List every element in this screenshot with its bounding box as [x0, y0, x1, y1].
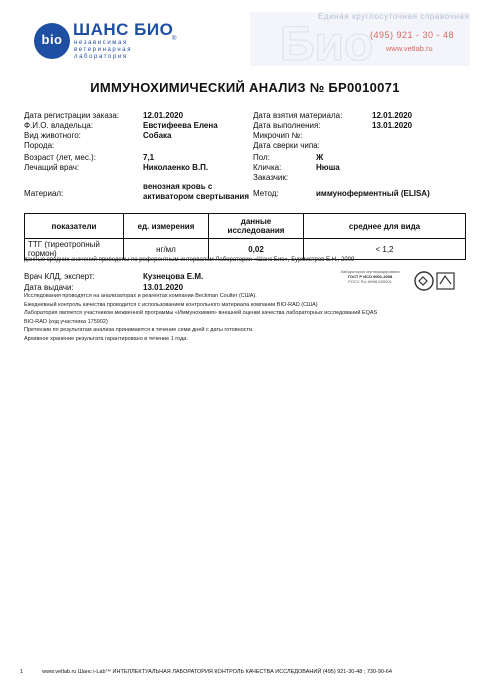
nickname-value: Нюша — [316, 163, 340, 172]
nickname-label: Кличка: — [253, 163, 282, 172]
logo-text: bio — [41, 32, 63, 47]
cert-line-1: Лаборатория сертифицирована — [340, 269, 400, 274]
tagline-line-1: независимая — [74, 40, 128, 46]
vet-label: Лечащий врач: — [24, 163, 80, 172]
col-data — [209, 214, 304, 239]
sample-date-value: 12.01.2020 — [372, 111, 413, 120]
note-4: BIO-RAD (код участника 175902) — [24, 318, 108, 325]
note-6: Архивное хранение результата гарантировано в течение 1 года. — [24, 336, 188, 342]
method-value: иммуноферментный (ELISA) — [316, 189, 430, 198]
note-5: Претензии по результатам анализа принимаются в течение семи дней с даты готовности. — [24, 327, 254, 334]
breed-label: Порода: — [24, 141, 55, 150]
tagline-line-3: лаборатория — [74, 54, 128, 60]
sex-value: Ж — [316, 153, 324, 162]
material-label: Материал: — [24, 189, 64, 198]
chip-check-label: Дата сверки чипа: — [253, 141, 320, 150]
doctor-label: Врач КЛД, эксперт: — [24, 272, 95, 281]
certification-text — [330, 269, 410, 284]
registered-mark: ® — [172, 36, 177, 42]
doctor-value: Кузнецова Е.М. — [143, 272, 204, 281]
sex-label: Пол: — [253, 153, 270, 162]
certification-seal-icon — [414, 270, 458, 292]
row-unit: нг/мл — [124, 239, 209, 260]
note-2: Ежедневный контроль качества проводится с использованием контрольного материала компании BIO-RAD (США) — [24, 301, 318, 308]
results-table — [24, 213, 466, 260]
table-header-row — [25, 214, 466, 239]
note-1: Исследования проводятся на анализаторах и реагентах компании Beckman Coulter (США). — [24, 293, 257, 299]
svg-text:Био: Био — [280, 18, 374, 68]
chip-label: Микрочип №: — [253, 131, 303, 140]
col-data-line-1: данные — [240, 217, 272, 226]
document-title: ИММУНОХИМИЧЕСКИЙ АНАЛИЗ № БР0010071 — [90, 80, 400, 95]
footer-text: www.vetlab.ru Шанс i-Lab™ ИНТЕЛЛЕКТУАЛЬНАЯ ЛАБОРАТОРИЯ КОНТРОЛЬ КАЧЕСТВА ИССЛЕДОВАНИЙ (495) 921-30-48 ; 730-90-64 — [42, 669, 392, 675]
issue-date-value: 13.01.2020 — [143, 283, 184, 292]
hotline-caption: Единая круглосуточная справочная — [318, 12, 470, 21]
customer-label: Заказчик: — [253, 173, 289, 182]
material-value-line-2: активатором свертывания — [143, 192, 249, 201]
bio-logo-icon — [34, 23, 70, 59]
cert-line-3: РОСС RU.ИК96.К00001 — [348, 279, 392, 284]
page-footer — [20, 669, 470, 675]
cert-line-2: ГОСТ Р ИСО 9001-2008 — [347, 274, 393, 279]
owner-value: Евстифеева Елена — [143, 121, 218, 130]
letterhead — [0, 0, 490, 74]
col-unit: ед. измерения — [124, 214, 209, 239]
issue-date-label: Дата выдачи: — [24, 283, 74, 292]
age-value: 7,1 — [143, 153, 155, 162]
reg-date-label: Дата регистрации заказа: — [24, 111, 120, 120]
method-label: Метод: — [253, 189, 279, 198]
note-3: Лаборатория является участником межвенной программы «Иммунохимия» внешней оценки качества лабораторных исследований EQAS — [24, 310, 378, 317]
brand-name: ШАНС БИО — [73, 20, 174, 39]
col-reference: среднее для вида — [304, 214, 466, 239]
owner-label: Ф.И.О. владельца: — [24, 121, 94, 130]
reg-date-value: 12.01.2020 — [143, 111, 184, 120]
species-value: Собака — [143, 131, 172, 140]
hotline-phone[interactable]: (495) 921 - 30 - 48 — [370, 30, 455, 40]
reference-note: данные средних значений приведены по референтным интервалам Лаборатории «Шанс Био», Бурмистров Е.Н., 2009 — [24, 257, 355, 263]
age-label: Возраст (лет, мес.): — [24, 153, 96, 162]
row-value: 0,02 — [209, 239, 304, 260]
material-value-line-1: венозная кровь с — [143, 182, 213, 191]
exec-date-label: Дата выполнения: — [253, 121, 321, 130]
website-link[interactable]: www.vetlab.ru — [386, 44, 433, 53]
col-indicator: показатели — [25, 214, 124, 239]
sample-date-label: Дата взятия материала: — [253, 111, 343, 120]
tagline-line-2: ветеринарная — [74, 47, 133, 53]
exec-date-value: 13.01.2020 — [372, 121, 413, 130]
species-label: Вид животного: — [24, 131, 81, 140]
row-reference: < 1,2 — [304, 239, 466, 260]
row-indicator: ТТГ (тиреотропный гормон) — [25, 239, 124, 260]
col-data-line-2: исследования — [227, 226, 285, 235]
page-number: 1 — [20, 669, 24, 675]
vet-value: Николаенко В.П. — [143, 163, 209, 172]
